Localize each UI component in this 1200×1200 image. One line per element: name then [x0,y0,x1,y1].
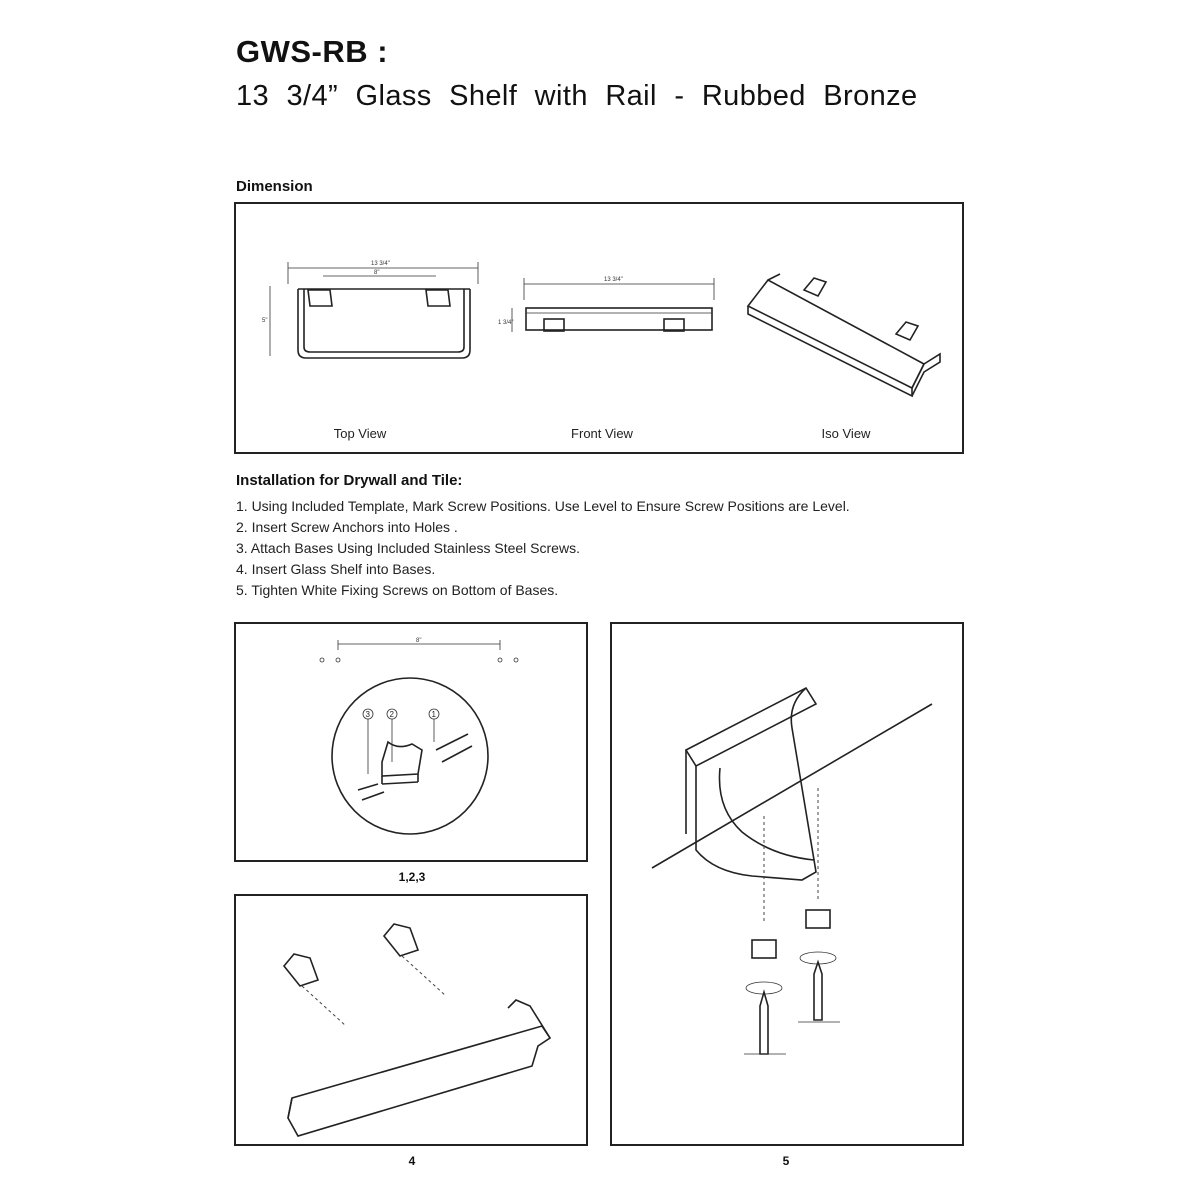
figure-123-drawing [236,624,590,864]
installation-step: 4. Insert Glass Shelf into Bases. [236,561,436,577]
iso-view-label: Iso View [821,426,871,441]
installation-steps [236,496,850,601]
figure-4-drawing [236,896,590,1148]
front-view-label: Front View [571,426,633,441]
installation-step: 3. Attach Bases Using Included Stainless Steel Screws. [236,540,580,556]
figure-123-dim: 8" [416,638,422,644]
callout-3: 3 [365,710,370,719]
front-view-dim-width: 13 3/4" [604,277,623,283]
figure-5-drawing [612,624,966,1148]
top-view-dim-width: 13 3/4" [371,261,390,267]
figure-4-panel [234,894,588,1146]
dimension-drawings [236,204,966,456]
figure-5-caption: 5 [782,1154,790,1168]
callout-2: 2 [389,710,394,719]
installation-heading: Installation for Drywall and Tile: [236,472,463,489]
dimension-panel [234,202,964,454]
top-view-drawing [262,261,478,358]
installation-step: 5. Tighten White Fixing Screws on Bottom of Bases. [236,582,559,598]
figure-5-panel [610,622,964,1146]
figure-123-panel [234,622,588,862]
product-subtitle: 13 3/4” Glass Shelf with Rail - Rubbed Bronze [236,80,918,112]
top-view-label: Top View [333,426,387,441]
callout-1: 1 [431,710,436,719]
top-view-dim-spacing: 8" [374,270,380,276]
figure-123-caption: 1,2,3 [398,870,426,884]
front-view-dim-height: 1 3/4" [498,320,514,326]
installation-step: 1. Using Included Template, Mark Screw Positions. Use Level to Ensure Screw Positions are Level. [236,498,850,514]
figure-4-caption: 4 [408,1154,416,1168]
iso-view-drawing [748,274,940,396]
front-view-drawing [498,277,714,332]
installation-step: 2. Insert Screw Anchors into Holes . [236,519,458,535]
page-title: GWS-RB : [236,34,389,69]
top-view-dim-depth: 5" [262,318,268,324]
dimension-heading: Dimension [236,178,313,195]
